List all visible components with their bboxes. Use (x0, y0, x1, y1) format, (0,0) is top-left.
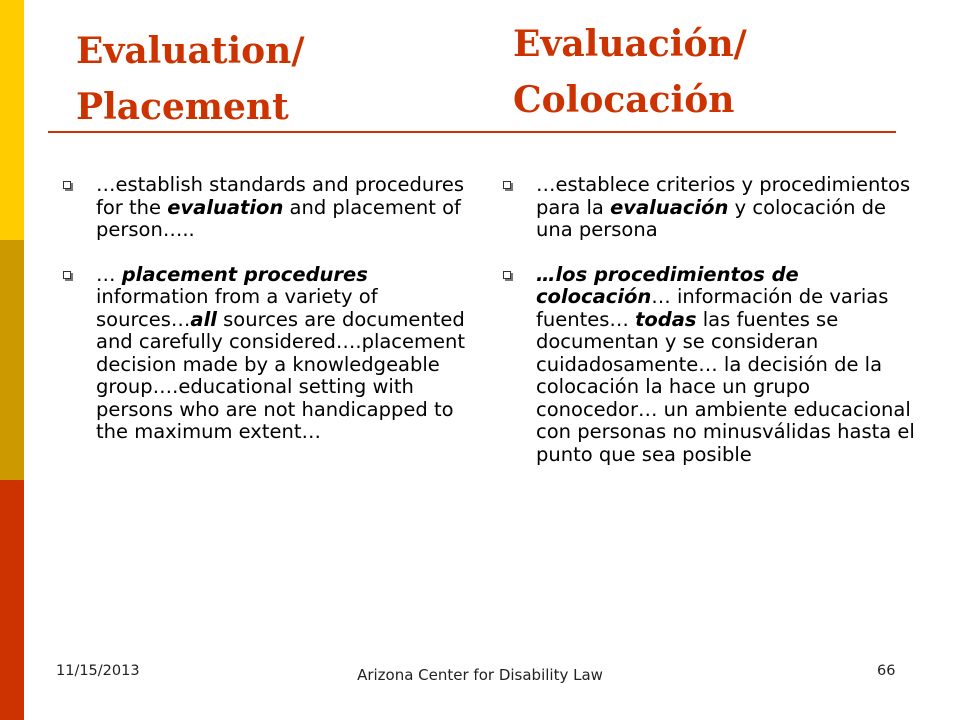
title-english (76, 23, 305, 135)
title-spanish-line1: Evaluación/ (513, 23, 747, 65)
spanish-bullet-item (496, 174, 916, 242)
title-english-line1: Evaluation/ (76, 30, 305, 72)
body-text: sources are documented and carefully considered….placement decision made by a knowledgeable group….educational setting with persons who are not handicapped to the maximum extent… (96, 307, 466, 443)
english-bullet-text (96, 174, 466, 242)
body-text: information from a variety of sources… (96, 285, 378, 331)
spanish-column (496, 174, 916, 488)
spanish-bullet-text (536, 174, 916, 242)
square-bullet-icon (63, 181, 71, 189)
footer-organization: Arizona Center for Disability Law (357, 666, 603, 684)
emphasis-text: evaluation (167, 195, 284, 219)
accent-bar-gold (0, 240, 24, 480)
square-bullet-icon (63, 271, 71, 279)
body-text: y colocación de una persona (536, 195, 887, 241)
body-text: …establish standards and procedures for the (96, 173, 465, 219)
title-spanish-line2: Colocación (513, 79, 735, 121)
body-text: … información de varias fuentes… (536, 285, 889, 331)
english-bullet-text (96, 264, 466, 444)
body-text: las fuentes se documentan y se consideran cuidadosamente… la decisión de la colocación la hace un grupo conocedor… un ambiente educacional con personas no minusválidas hasta el punto que sea posible (536, 307, 915, 466)
title-english-line2: Placement (76, 86, 289, 128)
spanish-bullet-item (496, 264, 916, 467)
emphasis-text: placement procedures (121, 262, 368, 286)
emphasis-text: evaluación (610, 195, 729, 219)
square-bullet-icon (503, 181, 511, 189)
english-column (56, 174, 466, 466)
body-text: …establece criterios y procedimientos para la (536, 173, 911, 219)
footer-date: 11/15/2013 (56, 663, 140, 679)
english-bullet-item (56, 264, 466, 444)
emphasis-text: all (190, 307, 217, 331)
accent-bar-yellow (0, 0, 24, 240)
spanish-bullet-text (536, 264, 916, 467)
title-spanish (513, 16, 747, 128)
emphasis-text: todas (635, 307, 697, 331)
accent-bar-red (0, 480, 24, 720)
body-text: and placement of person….. (96, 195, 461, 241)
emphasis-text: …los procedimientos de colocación (536, 262, 799, 308)
title-divider (48, 131, 896, 133)
square-bullet-icon (503, 271, 511, 279)
english-bullet-item (56, 174, 466, 242)
page-number: 66 (877, 663, 896, 679)
body-text: … (96, 262, 122, 286)
